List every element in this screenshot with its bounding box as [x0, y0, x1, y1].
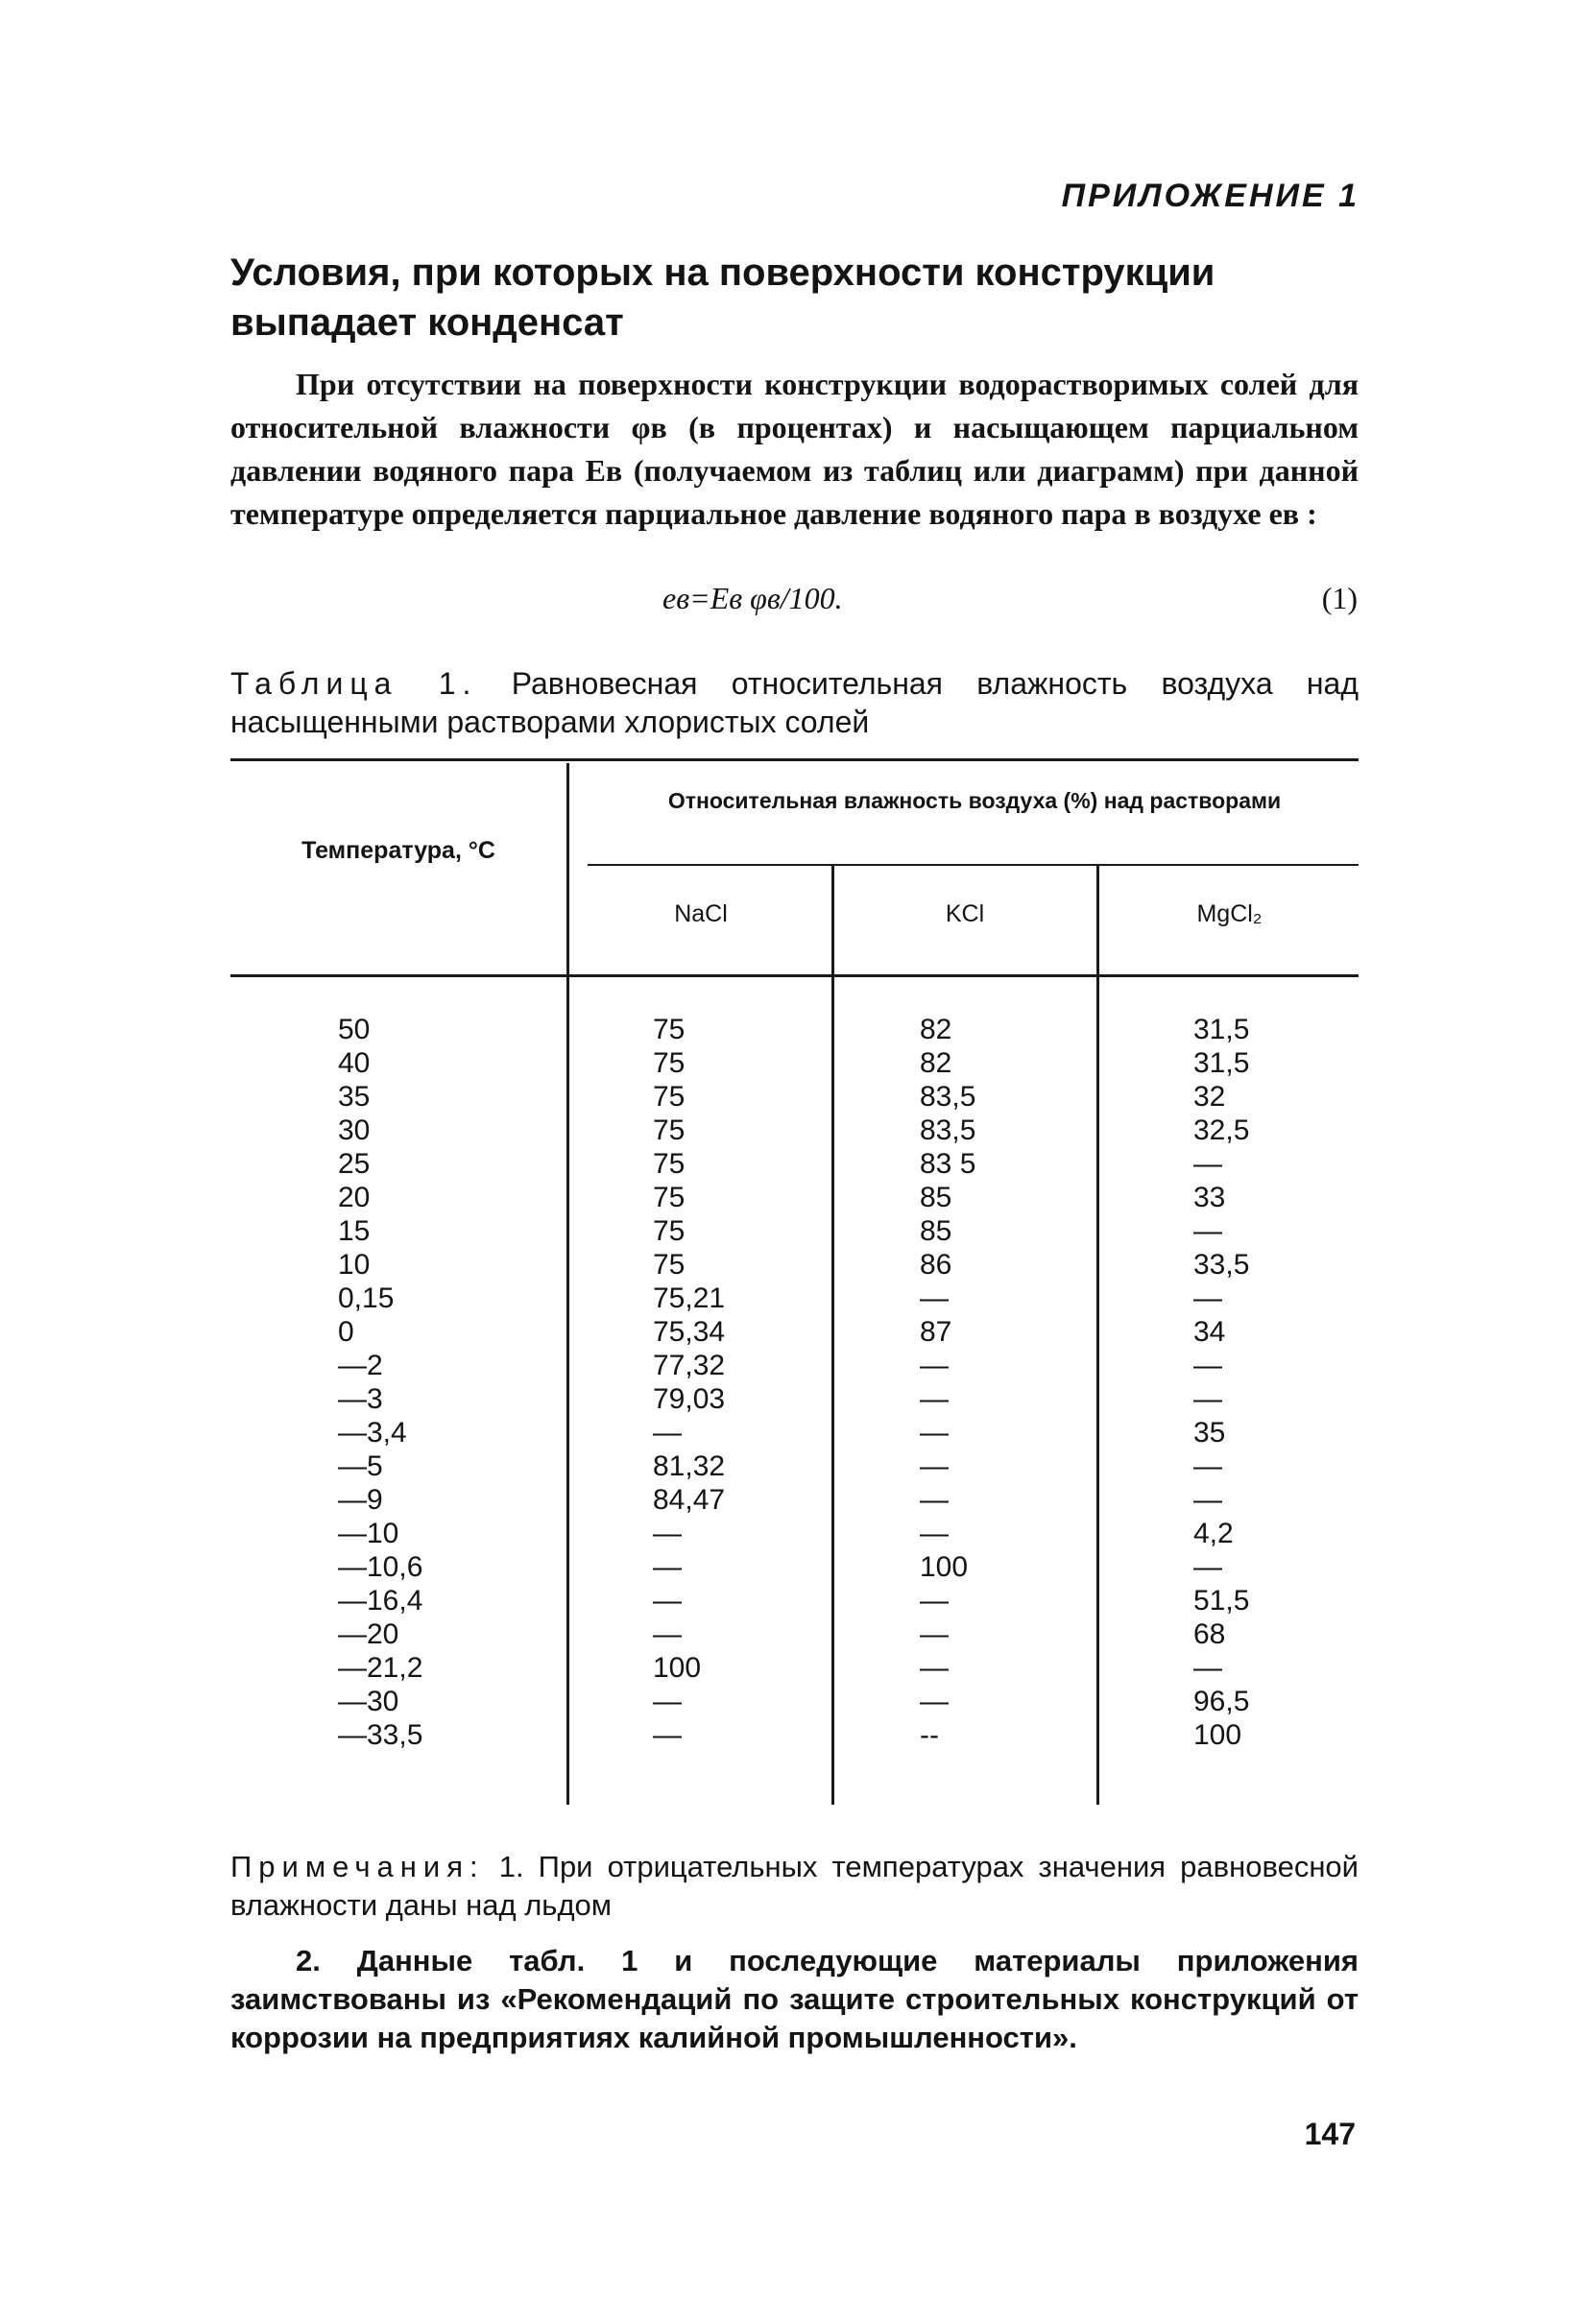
mgcl2-cell: 32,5: [1193, 1114, 1250, 1146]
table-header-rule: [230, 974, 1359, 977]
temperature-cell: —10,6: [338, 1551, 423, 1583]
header-kcl: KCl: [945, 900, 985, 927]
kcl-cell: —: [920, 1518, 949, 1549]
appendix-label: ПРИЛОЖЕНИЕ 1: [1061, 178, 1359, 214]
temperature-cell: —9: [338, 1484, 383, 1516]
note-2: 2. Данные табл. 1 и последующие материалы приложения заимствованы из «Рекомендаций по защите строительных конструкций от коррозии на предприятиях калийной промышленности».: [230, 1944, 1359, 2054]
column-nacl: [653, 1013, 725, 1752]
mgcl2-cell: —: [1193, 1148, 1222, 1180]
kcl-cell: —: [920, 1282, 949, 1314]
temperature-cell: 50: [338, 1014, 371, 1045]
kcl-cell: —: [920, 1350, 949, 1381]
kcl-cell: 83,5: [920, 1114, 976, 1146]
temperature-cell: 0,15: [338, 1282, 395, 1314]
mgcl2-cell: 32: [1193, 1081, 1226, 1113]
kcl-cell: 100: [920, 1551, 969, 1583]
temperature-cell: 20: [338, 1182, 371, 1213]
kcl-cell: —: [920, 1618, 949, 1650]
nacl-cell: 77,32: [653, 1350, 726, 1381]
temperature-cell: —3,4: [338, 1417, 407, 1449]
column-kcl: [920, 1013, 975, 1752]
nacl-cell: —: [653, 1686, 682, 1717]
kcl-cell: —: [920, 1686, 949, 1717]
column-mgcl2: [1193, 1013, 1249, 1752]
kcl-cell: 83 5: [920, 1148, 976, 1180]
nacl-cell: 84,47: [653, 1484, 726, 1516]
table-vline-kcl: [1096, 866, 1099, 1805]
temperature-cell: —3: [338, 1383, 383, 1415]
table-caption-lead: Таблица 1.: [230, 666, 478, 701]
nacl-cell: 75,34: [653, 1316, 726, 1348]
mgcl2-cell: —: [1193, 1551, 1222, 1583]
nacl-cell: 75: [653, 1081, 686, 1113]
temperature-cell: —30: [338, 1686, 399, 1717]
nacl-cell: 75: [653, 1182, 686, 1213]
nacl-cell: —: [653, 1551, 682, 1583]
intro-paragraph: При отсутствии на поверхности конструкции водорастворимых солей для относительной влажности φв (в процентах) и насыщающем парциальном давлении водяного пара Eв (получаемом из таблиц или диаграмм) при данной температуре определяется парциальное давление водяного пара в воздухе eв :: [230, 367, 1359, 531]
nacl-cell: —: [653, 1518, 682, 1549]
kcl-cell: —: [920, 1383, 949, 1415]
nacl-cell: 75,21: [653, 1282, 726, 1314]
kcl-cell: 82: [920, 1047, 952, 1079]
table-group-rule: [588, 864, 1359, 866]
temperature-cell: 15: [338, 1215, 371, 1247]
kcl-cell: 85: [920, 1215, 952, 1247]
table-caption-text: Равновесная относительная влажность воздуха над насыщенными растворами хлористых солей: [230, 666, 1359, 739]
mgcl2-cell: 35: [1193, 1417, 1226, 1449]
mgcl2-cell: 31,5: [1193, 1047, 1250, 1079]
temperature-cell: —16,4: [338, 1585, 423, 1617]
mgcl2-cell: 68: [1193, 1618, 1226, 1650]
kcl-cell: --: [920, 1719, 939, 1751]
mgcl2-cell: —: [1193, 1484, 1222, 1516]
nacl-cell: —: [653, 1719, 682, 1751]
kcl-cell: 82: [920, 1014, 952, 1045]
table-top-rule: [230, 758, 1359, 761]
header-mgcl2: MgCl₂: [1196, 900, 1263, 927]
kcl-cell: 86: [920, 1249, 952, 1281]
temperature-cell: —2: [338, 1350, 383, 1381]
mgcl2-cell: 33: [1193, 1182, 1226, 1213]
nacl-cell: 79,03: [653, 1383, 726, 1415]
nacl-cell: 75: [653, 1114, 686, 1146]
table-vline-nacl: [831, 866, 834, 1805]
kcl-cell: —: [920, 1652, 949, 1684]
page-number: 147: [1304, 2117, 1356, 2151]
temperature-cell: 30: [338, 1114, 371, 1146]
page-title: Условия, при которых на поверхности конструкции выпадает конденсат: [230, 252, 1215, 344]
temperature-cell: 35: [338, 1081, 371, 1113]
temperature-cell: —20: [338, 1618, 399, 1650]
table-vline-temp: [566, 763, 569, 1805]
nacl-cell: 75: [653, 1047, 686, 1079]
temperature-cell: 0: [338, 1316, 354, 1348]
temperature-cell: —21,2: [338, 1652, 423, 1684]
nacl-cell: 75: [653, 1014, 686, 1045]
mgcl2-cell: —: [1193, 1652, 1222, 1684]
table-caption: [230, 664, 1359, 741]
mgcl2-cell: —: [1193, 1350, 1222, 1381]
note-1: 1. При отрицательных температурах значения равновесной влажности даны над льдом: [230, 1850, 1359, 1922]
temperature-cell: —33,5: [338, 1719, 423, 1751]
kcl-cell: —: [920, 1585, 949, 1617]
mgcl2-cell: 34: [1193, 1316, 1226, 1348]
kcl-cell: 85: [920, 1182, 952, 1213]
mgcl2-cell: 4,2: [1193, 1518, 1234, 1549]
kcl-cell: —: [920, 1484, 949, 1516]
notes-first: [230, 1848, 1359, 1925]
formula: eв=Eв φв/100.: [662, 581, 843, 615]
temperature-cell: 25: [338, 1148, 371, 1180]
nacl-cell: 81,32: [653, 1450, 726, 1482]
mgcl2-cell: —: [1193, 1215, 1222, 1247]
nacl-cell: 100: [653, 1652, 702, 1684]
nacl-cell: —: [653, 1417, 682, 1449]
mgcl2-cell: —: [1193, 1383, 1222, 1415]
formula-number: (1): [1321, 581, 1358, 615]
temperature-cell: —5: [338, 1450, 383, 1482]
header-temperature: Температура, °C: [301, 837, 495, 864]
mgcl2-cell: 31,5: [1193, 1014, 1250, 1045]
nacl-cell: 75: [653, 1148, 686, 1180]
humidity-table: [230, 758, 1359, 1805]
nacl-cell: 75: [653, 1249, 686, 1281]
mgcl2-cell: 33,5: [1193, 1249, 1250, 1281]
temperature-cell: 40: [338, 1047, 371, 1079]
kcl-cell: —: [920, 1417, 949, 1449]
temperature-cell: 10: [338, 1249, 371, 1281]
kcl-cell: 87: [920, 1316, 952, 1348]
mgcl2-cell: 51,5: [1193, 1585, 1250, 1617]
kcl-cell: —: [920, 1450, 949, 1482]
nacl-cell: —: [653, 1585, 682, 1617]
mgcl2-cell: —: [1193, 1282, 1222, 1314]
notes-lead: Примечания:: [230, 1850, 485, 1883]
column-temperature: [338, 1013, 422, 1752]
kcl-cell: 83,5: [920, 1081, 976, 1113]
header-nacl: NaCl: [674, 900, 728, 927]
temperature-cell: —10: [338, 1518, 399, 1549]
mgcl2-cell: 96,5: [1193, 1686, 1250, 1717]
nacl-cell: 75: [653, 1215, 686, 1247]
mgcl2-cell: 100: [1193, 1719, 1242, 1751]
header-humidity-group: Относительная влажность воздуха (%) над растворами: [667, 788, 1282, 813]
mgcl2-cell: —: [1193, 1450, 1222, 1482]
nacl-cell: —: [653, 1618, 682, 1650]
